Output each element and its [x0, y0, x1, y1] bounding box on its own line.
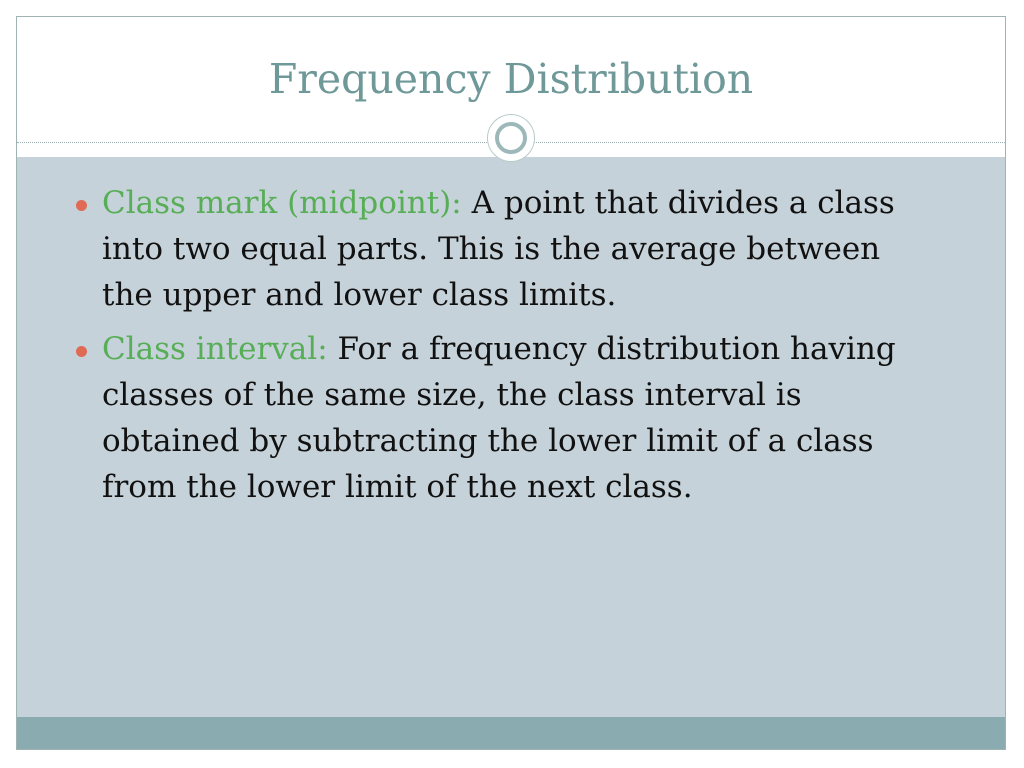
bullet-term: Class interval: [102, 331, 328, 367]
bullet-icon [76, 200, 87, 211]
bullet-text: A point that divides a class into two equal parts. This is the average between the upper and lower class limits. [102, 185, 895, 313]
circle-ornament-icon [488, 115, 534, 161]
bullet-text: For a frequency distribution having classes of the same size, the class interval is obtained by subtracting the lower limit of a class from the lower limit of the next class. [102, 331, 896, 505]
footer-band [17, 717, 1005, 750]
bullet-item-class-interval [72, 326, 912, 510]
bullet-list [72, 180, 912, 518]
bullet-item-class-mark [72, 180, 912, 318]
slide-title: Frequency Distribution [268, 55, 754, 103]
bullet-icon [76, 346, 87, 357]
bullet-term: Class mark (midpoint): [102, 185, 462, 221]
circle-ring-icon [495, 122, 527, 154]
